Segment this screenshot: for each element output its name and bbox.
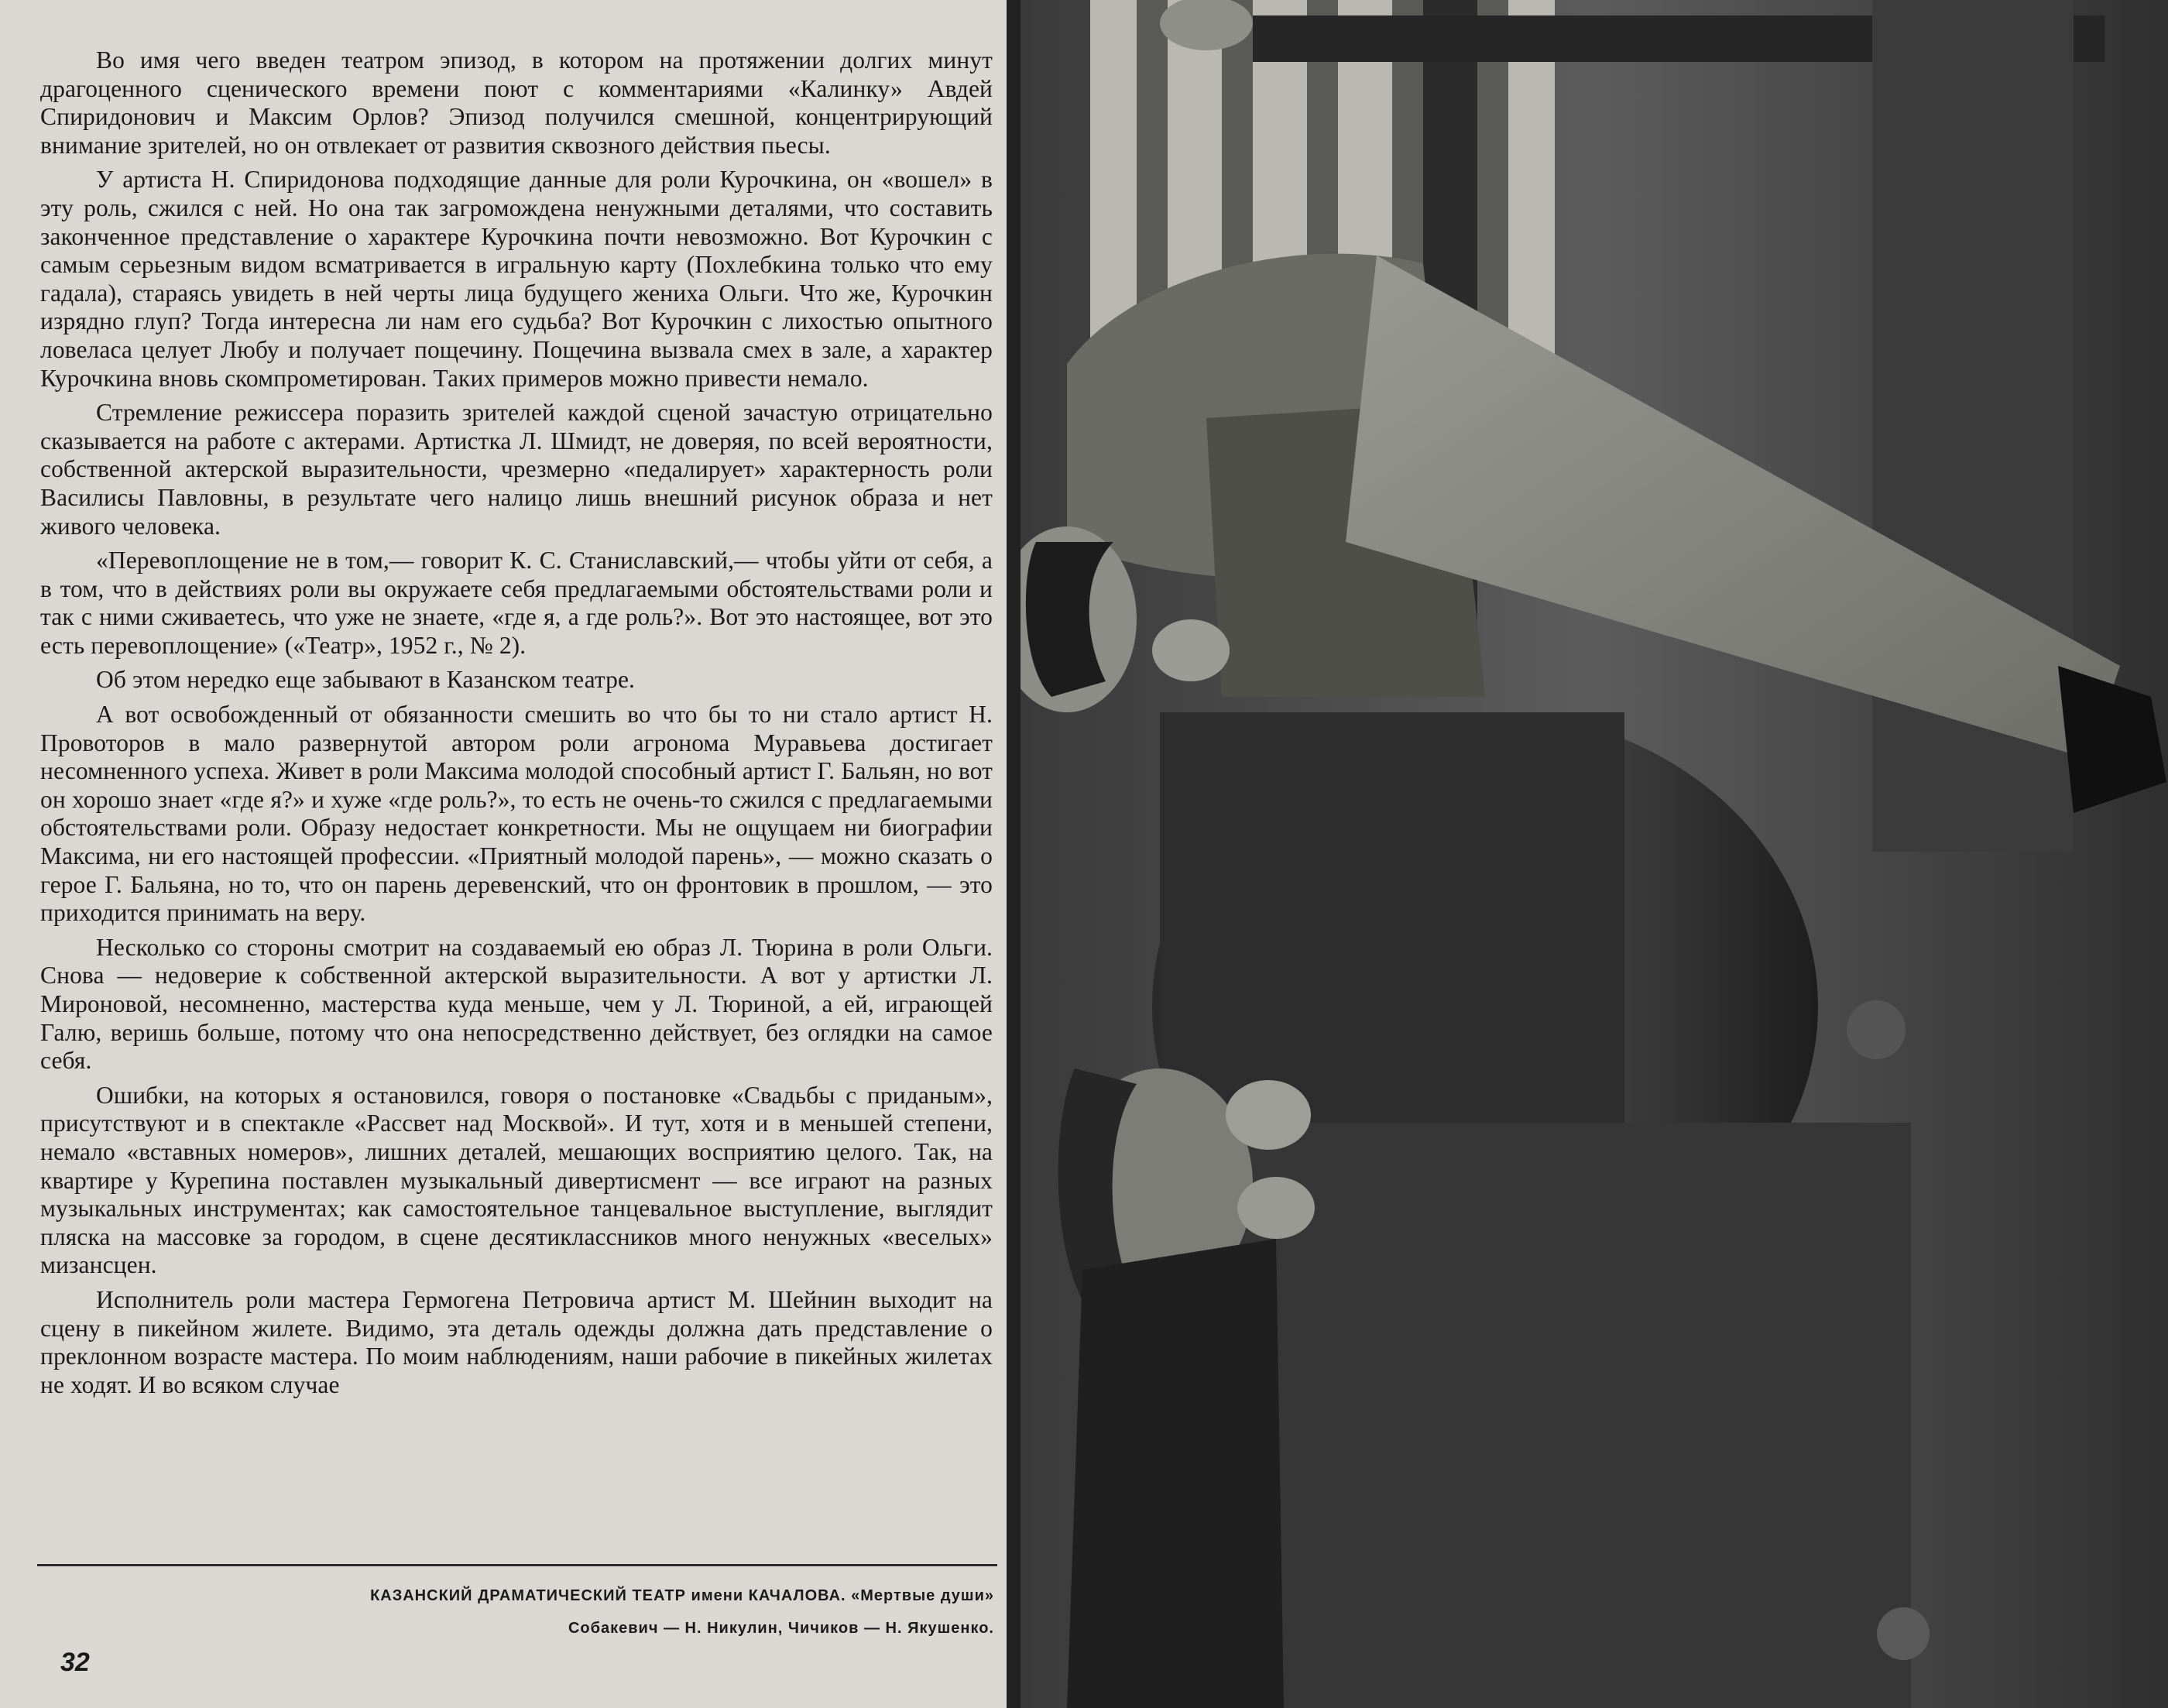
page-number: 32 — [60, 1648, 90, 1677]
article-paragraph: Об этом нередко еще забывают в Казанском театре. — [96, 666, 635, 694]
article-paragraph: «Перевоплощение не в том,— говорит К. С. Станиславский,— чтобы уйти от себя, а в том, что в действиях роли вы окружаете себя предлагаемыми обстоятельствами роли и так с ними сживаетесь, что уже не знаете, «где я, а где роль?». Вот это настоящее, вот это есть перевоплощение» («Театр», 1952 г., № 2). — [40, 547, 993, 659]
caption-cast: Собакевич — Н. Никулин, Чичиков — Н. Якушенко. — [568, 1620, 994, 1637]
article-paragraph: Исполнитель роли мастера Гермогена Петровича артист М. Шейнин выходит на сцену в пикейном жилете. Видимо, эта деталь одежды должна дать представление о преклонном возрасте мастера. По моим наблюдениям, наши рабочие в пикейных жилетах не ходят. И во всяком случае — [40, 1285, 993, 1398]
stage-photo-illustration — [1021, 0, 2168, 1708]
stage-photo — [1021, 0, 2168, 1708]
article-paragraph: Стремление режиссера поразить зрителей каждой сценой зачастую отрицательно сказывается на работе с актерами. Артистка Л. Шмидт, не доверяя, по всей вероятности, собственной актерской выразительности, чрезмерно «педалирует» характерность роли Василисы Павловны, в результате чего налицо лишь внешний рисунок образа и нет живого человека. — [40, 399, 993, 540]
article-body — [40, 46, 993, 1405]
article-paragraph: У артиста Н. Спиридонова подходящие данные для роли Курочкина, он «вошел» в эту роль, сжился с ней. Но она так загромождена ненужными деталями, что составить законченное представление о характере Курочкина почти невозможно. Вот Курочкин с самым серьезным видом всматривается в игральную карту (Похлебкина только что ему гадала), стараясь увидеть в ней черты лица будущего жениха Ольги. Что же, Курочкин изрядно глуп? Тогда интересна ли нам его судьба? Вот Курочкин с лихостью опытного ловеласа целует Любу и получает пощечину. Пощечина вызвала смех в зале, а характер Курочкина вновь скомпрометирован. Таких примеров можно привести немало. — [40, 166, 993, 392]
article-paragraph: Во имя чего введен театром эпизод, в котором на протяжении долгих минут драгоценного сценического времени поют с комментариями «Калинку» Авдей Спиридонович и Максим Орлов? Эпизод получился смешной, концентрирующий внимание зрителей, но он отвлекает от развития сквозного действия пьесы. — [40, 46, 993, 159]
article-paragraph: Ошибки, на которых я остановился, говоря о постановке «Свадьбы с приданым», присутствуют и в спектакле «Рассвет над Москвой». И тут, хотя и в меньшей степени, немало «вставных номеров», лишних деталей, мешающих восприятию целого. Так, на квартире у Курепина поставлен музыкальный дивертисмент — все играют на разных музыкальных инструментах; как самостоятельное танцевальное выступление, выглядит пляска на массовке за городом, в сцене десятиклассников много ненужных «веселых» мизансцен. — [40, 1081, 993, 1279]
text-page — [0, 0, 1016, 1708]
article-paragraph: А вот освобожденный от обязанности смешить во что бы то ни стало артист Н. Провоторов в мало развернутой автором роли агронома Муравьева достигает несомненного успеха. Живет в роли Максима молодой способный артист Г. Бальян, но вот он хорошо знает «где я?» и хуже «где роль?», то есть не очень-то сжился с предлагаемыми обстоятельствами роли. Образу недостает конкретности. Мы не ощущаем ни биографии Максима, ни его настоящей профессии. «Приятный молодой парень», — можно сказать о герое Г. Бальяна, но то, что он парень деревенский, что он фронтовик в прошлом, — это приходится принимать на веру. — [40, 701, 993, 927]
article-paragraph: Несколько со стороны смотрит на создаваемый ею образ Л. Тюрина в роли Ольги. Снова — недоверие к собственной актерской выразительности. А вот у артистки Л. Мироновой, несомненно, мастерства куда меньше, чем у Л. Тюриной, а ей, играющей Галю, веришь больше, потому что она непосредственно действует, без оглядки на самое себя. — [40, 933, 993, 1075]
caption-theatre: КАЗАНСКИЙ ДРАМАТИЧЕСКИЙ ТЕАТР имени КАЧАЛОВА. «Мертвые души» — [370, 1587, 994, 1604]
photo-caption — [232, 1579, 994, 1645]
caption-divider — [37, 1564, 997, 1566]
